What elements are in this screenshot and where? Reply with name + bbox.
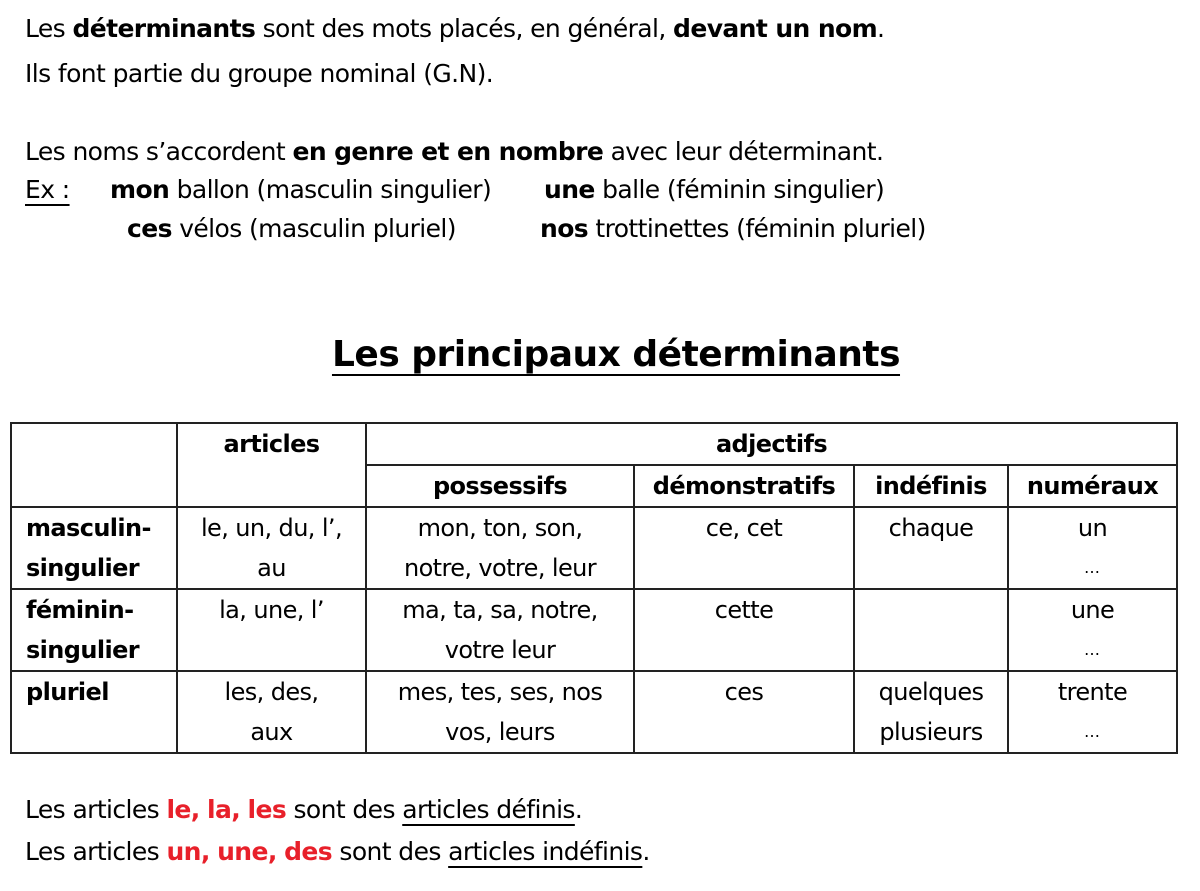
cell-line: les, des, (224, 678, 319, 706)
red-article: le, (166, 795, 200, 824)
section-title: Les principaux déterminants (331, 334, 901, 375)
cell-line: quelques (878, 678, 984, 706)
cell-possessifs (366, 671, 634, 753)
bold-term-genre-nombre: en genre et en nombre (292, 137, 604, 166)
header-articles: articles (177, 423, 366, 507)
conclusion-definis (25, 795, 582, 825)
cell-indefinis (854, 507, 1008, 589)
text: avec leur déterminant. (603, 137, 884, 166)
cell-line: vos, leurs (445, 718, 555, 746)
header-possessifs: possessifs (366, 465, 634, 507)
cell-line: mon, ton, son, (417, 514, 583, 542)
row-label-line: pluriel (26, 678, 109, 706)
cell-line: ma, ta, sa, notre, (402, 596, 598, 624)
text: . (877, 14, 885, 43)
bold-term-devant-un-nom: devant un nom (673, 14, 878, 43)
example-text: vélos (masculin pluriel) (171, 214, 456, 243)
table-row-feminin-singulier (11, 589, 1177, 671)
header-adjectifs: adjectifs (366, 423, 1177, 465)
conclusion-indefinis (25, 837, 650, 867)
intro-line-2: Ils font partie du groupe nominal (G.N). (25, 59, 494, 88)
table-row-masculin-singulier (11, 507, 1177, 589)
cell-line: mes, tes, ses, nos (397, 678, 603, 706)
ellipsis: … (1084, 722, 1101, 741)
red-article: une, (217, 837, 277, 866)
intro-line-1 (25, 14, 884, 44)
cell-demonstratifs (634, 507, 854, 589)
cell-line: plusieurs (879, 718, 983, 746)
cell-line: aux (250, 718, 293, 746)
example-4 (540, 214, 926, 244)
row-label-line: masculin- (26, 514, 151, 542)
example-3 (127, 214, 456, 244)
ellipsis: … (1084, 640, 1101, 659)
example-2 (544, 175, 884, 205)
cell-possessifs (366, 589, 634, 671)
example-text: ballon (masculin singulier) (169, 175, 492, 204)
underlined-term: articles indéfinis (448, 837, 643, 866)
cell-line: ces (724, 678, 764, 706)
underlined-term: articles définis (402, 795, 575, 824)
red-article: les (247, 795, 287, 824)
example-determiner: ces (127, 214, 172, 243)
row-label-line: singulier (26, 636, 140, 664)
text: . (574, 795, 583, 824)
red-article: la, (207, 795, 241, 824)
example-determiner: nos (540, 214, 589, 243)
text: Les articles (25, 837, 167, 866)
cell-line: la, une, l’ (219, 596, 324, 624)
example-text: balle (féminin singulier) (594, 175, 885, 204)
cell-numeraux (1008, 589, 1177, 671)
row-label (11, 507, 177, 589)
cell-indefinis (854, 589, 1008, 671)
header-numeraux: numéraux (1008, 465, 1177, 507)
text: sont des mots placés, en général, (255, 14, 674, 43)
row-label-line: féminin- (26, 596, 134, 624)
header-demonstratifs: démonstratifs (634, 465, 854, 507)
cell-line: ce, cet (705, 514, 783, 542)
text: sont des (332, 837, 449, 866)
cell-demonstratifs (634, 671, 854, 753)
cell-line: une (1070, 596, 1115, 624)
cell-line: votre leur (444, 636, 556, 664)
row-label-line: singulier (26, 554, 140, 582)
row-label (11, 671, 177, 753)
header-indefinis: indéfinis (854, 465, 1008, 507)
cell-possessifs (366, 507, 634, 589)
text: Les noms s’accordent (25, 137, 293, 166)
cell-line: un (1077, 514, 1108, 542)
text: sont des (286, 795, 403, 824)
corner-cell (11, 423, 177, 507)
ellipsis: … (1084, 558, 1101, 577)
cell-numeraux (1008, 671, 1177, 753)
text: Les articles (25, 795, 167, 824)
cell-numeraux (1008, 507, 1177, 589)
example-label (25, 175, 70, 205)
cell-articles (177, 589, 366, 671)
determinants-table (10, 422, 1178, 754)
example-text: trottinettes (féminin pluriel) (588, 214, 926, 243)
row-label (11, 589, 177, 671)
cell-line: chaque (888, 514, 974, 542)
red-article: des (284, 837, 333, 866)
example-determiner: mon (110, 175, 170, 204)
example-determiner: une (544, 175, 595, 204)
example-1 (110, 175, 491, 205)
text: . (642, 837, 650, 866)
cell-line: au (257, 554, 286, 582)
table-row-pluriel (11, 671, 1177, 753)
cell-articles (177, 671, 366, 753)
ex-label: Ex : (25, 175, 70, 204)
agreement-line (25, 137, 883, 167)
cell-line: le, un, du, l’, (200, 514, 342, 542)
cell-line: trente (1057, 678, 1128, 706)
cell-line: cette (714, 596, 774, 624)
cell-line: notre, votre, leur (403, 554, 597, 582)
bold-term-determinants: déterminants (72, 14, 256, 43)
red-article: un, (166, 837, 210, 866)
cell-demonstratifs (634, 589, 854, 671)
cell-articles (177, 507, 366, 589)
text: Les (25, 14, 73, 43)
cell-indefinis (854, 671, 1008, 753)
